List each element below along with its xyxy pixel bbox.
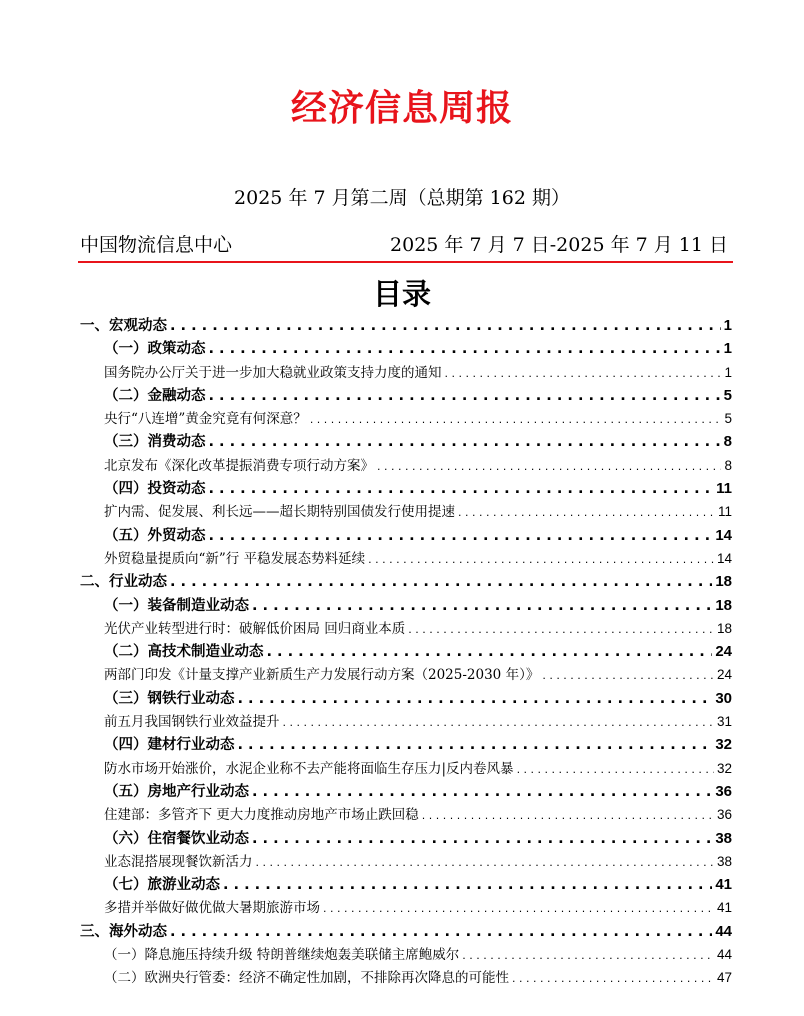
- toc-entry-title: 国务院办公厅关于进一步加大稳就业政策支持力度的通知: [104, 364, 442, 381]
- toc-entry-title: 二、行业动态: [80, 573, 167, 591]
- toc-leader-dots: [445, 367, 722, 380]
- toc-entry-page: 24: [716, 667, 732, 683]
- toc-entry-title: （一）装备制造业动态: [104, 596, 249, 614]
- report-title: 经济信息周报: [290, 88, 513, 129]
- toc-entry-title: 扩内需、促发展、利长远——超长期特别国债发行使用提速: [104, 504, 455, 521]
- toc-entry-title: 前五月我国钢铁行业效益提升: [104, 714, 280, 731]
- toc-leader-dots: [252, 784, 712, 800]
- toc-entry-page: 5: [724, 411, 732, 427]
- toc-leader-dots: [422, 809, 714, 822]
- toc-entry-title: （三）钢铁行业动态: [104, 689, 235, 707]
- toc-leader-dots: [310, 413, 722, 426]
- toc-leader-dots: [462, 949, 714, 962]
- toc-entry[interactable]: [80, 594, 732, 617]
- toc-entry-page: 18: [715, 573, 732, 591]
- toc-entry[interactable]: [80, 710, 732, 733]
- toc-leader-dots: [542, 669, 714, 682]
- toc-entry-page: 44: [716, 947, 732, 963]
- toc-leader-dots: [252, 831, 712, 847]
- toc-leader-dots: [458, 506, 715, 519]
- toc-entry-page: 8: [723, 433, 732, 451]
- toc-entry-title: （二）金融动态: [104, 386, 206, 404]
- toc-entry-page: 31: [716, 714, 732, 730]
- toc-entry-title: 光伏产业转型进行时：破解低价困局 回归商业本质: [104, 620, 406, 637]
- toc-leader-dots: [209, 528, 713, 544]
- toc-title: 目录: [372, 277, 431, 311]
- toc-entry[interactable]: [80, 780, 732, 803]
- toc-leader-dots: [170, 924, 712, 940]
- toc-entry-title: （四）建材行业动态: [104, 736, 235, 754]
- toc-entry-page: 36: [715, 782, 732, 800]
- toc-entry[interactable]: [80, 920, 732, 943]
- toc-entry-page: 18: [715, 596, 732, 614]
- toc-entry-page: 1: [723, 317, 732, 334]
- toc-entry-page: 32: [715, 736, 732, 754]
- toc-entry-page: 41: [715, 876, 732, 894]
- toc-entry[interactable]: [80, 687, 732, 710]
- toc-entry[interactable]: [80, 850, 732, 873]
- toc-entry[interactable]: [80, 733, 732, 756]
- toc-entry-page: 36: [716, 807, 732, 823]
- toc-leader-dots: [512, 972, 714, 985]
- issue-label: 2025 年 7 月第二周（总期第 162 期）: [234, 187, 570, 209]
- table-of-contents: [80, 314, 732, 990]
- toc-leader-dots: [209, 388, 721, 404]
- toc-entry-page: 11: [716, 480, 732, 498]
- toc-entry[interactable]: [80, 337, 732, 360]
- toc-entry[interactable]: [80, 570, 732, 593]
- toc-leader-dots: [252, 598, 712, 614]
- toc-entry-page: 41: [716, 900, 732, 916]
- toc-entry-page: 1: [724, 364, 732, 380]
- toc-leader-dots: [209, 341, 721, 357]
- toc-entry-title: （二）欧洲央行管委：经济不确定性加剧，不排除再次降息的可能性: [104, 970, 509, 987]
- toc-entry-page: 8: [724, 457, 732, 473]
- toc-entry-page: 5: [723, 386, 732, 404]
- organization-name: 中国物流信息中心: [80, 234, 233, 256]
- date-range: 2025 年 7 月 7 日-2025 年 7 月 11 日: [390, 234, 728, 256]
- toc-entry[interactable]: [80, 873, 732, 896]
- toc-entry[interactable]: [80, 640, 732, 663]
- toc-entry[interactable]: [80, 500, 732, 523]
- toc-entry-title: （二）高技术制造业动态: [104, 643, 264, 661]
- toc-leader-dots: [170, 318, 721, 334]
- toc-entry-title: 央行“八连增”黄金究竟有何深意？: [104, 411, 307, 428]
- toc-entry[interactable]: [80, 477, 732, 500]
- toc-entry-title: 外贸稳量提质向“新”行 平稳发展态势料延续: [104, 550, 366, 567]
- toc-entry-title: 防水市场开始涨价，水泥企业称不去产能将面临生存压力|反内卷风暴: [104, 760, 514, 777]
- header-divider: [78, 261, 733, 263]
- toc-entry-title: （七）旅游业动态: [104, 876, 220, 894]
- toc-entry[interactable]: [80, 827, 732, 850]
- toc-entry[interactable]: [80, 407, 732, 430]
- toc-entry-title: 业态混搭展现餐饮新活力: [104, 853, 253, 870]
- toc-entry-title: （六）住宿餐饮业动态: [104, 829, 249, 847]
- toc-entry-title: （一）政策动态: [104, 340, 206, 358]
- toc-leader-dots: [209, 481, 714, 497]
- toc-leader-dots: [170, 574, 712, 590]
- toc-entry-page: 18: [716, 620, 732, 636]
- toc-entry-title: 北京发布《深化改革提振消费专项行动方案》: [104, 457, 374, 474]
- toc-entry-page: 38: [716, 853, 732, 869]
- toc-entry[interactable]: [80, 524, 732, 547]
- toc-entry-title: （五）外贸动态: [104, 526, 206, 544]
- toc-leader-dots: [368, 553, 714, 566]
- toc-entry-title: （一）降息施压持续升级 特朗普继续炮轰美联储主席鲍威尔: [104, 947, 460, 964]
- toc-entry-title: 三、海外动态: [80, 922, 167, 940]
- toc-entry-page: 14: [715, 526, 732, 544]
- toc-entry[interactable]: [80, 430, 732, 453]
- toc-entry-page: 11: [717, 504, 732, 520]
- toc-entry-page: 38: [715, 829, 732, 847]
- toc-entry-page: 1: [723, 340, 732, 358]
- toc-leader-dots: [209, 434, 721, 450]
- toc-entry-page: 14: [716, 550, 732, 566]
- toc-leader-dots: [377, 460, 721, 473]
- toc-entry-title: 一、宏观动态: [80, 317, 167, 334]
- toc-leader-dots: [238, 691, 713, 707]
- toc-entry[interactable]: [80, 757, 732, 780]
- toc-entry[interactable]: [80, 547, 732, 570]
- toc-entry[interactable]: [80, 617, 732, 640]
- toc-entry-page: 30: [715, 689, 732, 707]
- toc-entry[interactable]: [80, 943, 732, 966]
- toc-leader-dots: [267, 644, 713, 660]
- toc-leader-dots: [238, 737, 713, 753]
- toc-entry-page: 32: [716, 760, 732, 776]
- toc-entry[interactable]: [80, 361, 732, 384]
- toc-entry[interactable]: [80, 384, 732, 407]
- toc-leader-dots: [323, 902, 714, 915]
- toc-entry[interactable]: [80, 314, 732, 337]
- toc-entry-page: 47: [716, 970, 732, 986]
- toc-entry-page: 24: [715, 643, 732, 661]
- toc-entry-page: 44: [715, 922, 732, 940]
- toc-entry-title: （四）投资动态: [104, 480, 206, 498]
- toc-entry-title: 两部门印发《计量支撑产业新质生产力发展行动方案（2025-2030 年）》: [104, 667, 540, 684]
- toc-entry[interactable]: [80, 803, 732, 826]
- toc-entry-title: （五）房地产行业动态: [104, 782, 249, 800]
- toc-leader-dots: [256, 856, 714, 869]
- toc-leader-dots: [408, 623, 714, 636]
- toc-leader-dots: [283, 716, 714, 729]
- toc-entry-title: 多措并举做好做优做大暑期旅游市场: [104, 900, 320, 917]
- toc-entry-title: 住建部：多管齐下 更大力度推动房地产市场止跌回稳: [104, 807, 419, 824]
- toc-entry-title: （三）消费动态: [104, 433, 206, 451]
- toc-leader-dots: [517, 763, 714, 776]
- toc-leader-dots: [223, 877, 712, 893]
- toc-entry[interactable]: [80, 454, 732, 477]
- toc-entry[interactable]: [80, 663, 732, 686]
- toc-entry[interactable]: [80, 966, 732, 989]
- toc-entry[interactable]: [80, 896, 732, 919]
